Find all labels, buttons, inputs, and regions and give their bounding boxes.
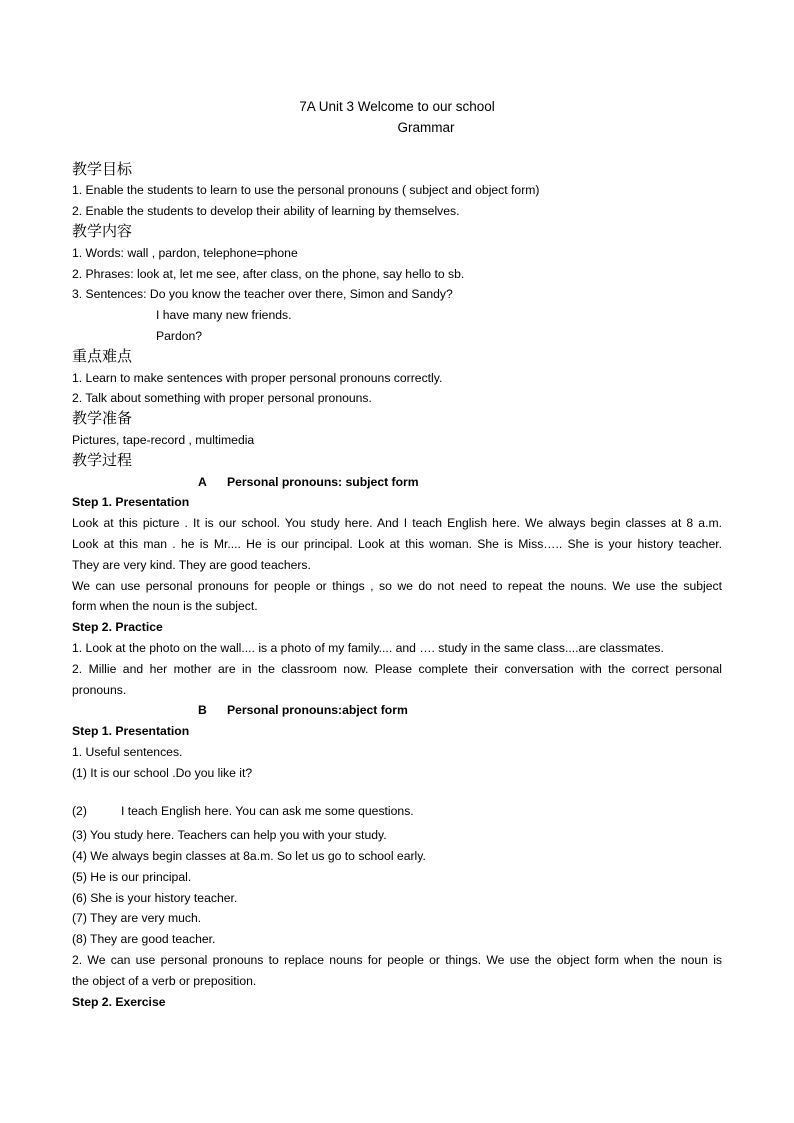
content-sentence-extra: I have many new friends.: [156, 308, 292, 322]
content-item: 1. Words: wall , pardon, telephone=phone: [72, 246, 298, 260]
example-sentence: (3) You study here. Teachers can help you with your study.: [72, 828, 387, 842]
paragraph-line: Look at this picture . It is our school. You study here. And I teach English here. We always begin classes at 8 a.m.: [72, 516, 722, 530]
content-heading: 教学内容: [72, 222, 133, 240]
preparation-text: Pictures, tape-record , multimedia: [72, 433, 255, 447]
example-sentence: (7) They are very much.: [72, 911, 202, 925]
section-b-step1-title: Step 1. Presentation: [72, 724, 190, 738]
content-item: 2. Phrases: look at, let me see, after class, on the phone, say hello to sb.: [72, 267, 465, 281]
document-subtitle: Grammar: [397, 120, 455, 135]
paragraph-line: pronouns.: [72, 683, 127, 697]
key-point-item: 2. Talk about something with proper personal pronouns.: [72, 391, 372, 405]
objectives-heading: 教学目标: [72, 160, 133, 178]
example-sentence: (8) They are good teacher.: [72, 932, 216, 946]
content-sentence-extra: Pardon?: [156, 329, 203, 343]
section-b-letter: B: [198, 703, 207, 717]
example-sentence: (5) He is our principal.: [72, 870, 192, 884]
key-point-item: 1. Learn to make sentences with proper personal pronouns correctly.: [72, 371, 443, 385]
section-a-step2-title: Step 2. Practice: [72, 620, 163, 634]
section-b-step2-title: Step 2. Exercise: [72, 995, 166, 1009]
section-b-title: Personal pronouns:abject form: [227, 703, 408, 717]
paragraph-line: Look at this man . he is Mr.... He is our principal. Look at this woman. She is Miss….. She is your history teacher.: [72, 537, 722, 551]
paragraph-line: 1. Look at the photo on the wall.... is a photo of my family.... and …. study in the same class....are classmates.: [72, 641, 664, 655]
paragraph-line: the object of a verb or preposition.: [72, 974, 257, 988]
objective-item: 1. Enable the students to learn to use the personal pronouns ( subject and object form): [72, 183, 540, 197]
process-heading: 教学过程: [72, 451, 133, 469]
section-a-step1-title: Step 1. Presentation: [72, 495, 190, 509]
example-sentence: (6) She is your history teacher.: [72, 891, 238, 905]
key-points-heading: 重点难点: [72, 347, 133, 365]
paragraph-line: 2. We can use personal pronouns to replace nouns for people or things. We use the object form when the noun is: [72, 953, 722, 967]
example-sentence-number: (2): [72, 804, 87, 818]
example-sentence: I teach English here. You can ask me some questions.: [121, 804, 414, 818]
paragraph-line: 2. Millie and her mother are in the classroom now. Please complete their conversation with the correct personal: [72, 662, 722, 676]
example-sentence: (1) It is our school .Do you like it?: [72, 766, 253, 780]
content-item: 3. Sentences: Do you know the teacher over there, Simon and Sandy?: [72, 287, 453, 301]
paragraph-line: They are very kind. They are good teachers.: [72, 558, 311, 572]
paragraph-line: We can use personal pronouns for people or things , so we do not need to repeat the nouns. We use the subject: [72, 579, 722, 593]
document-title: 7A Unit 3 Welcome to our school: [299, 99, 495, 114]
objective-item: 2. Enable the students to develop their ability of learning by themselves.: [72, 204, 460, 218]
useful-sentences-label: 1. Useful sentences.: [72, 745, 183, 759]
section-a-title: Personal pronouns: subject form: [227, 475, 419, 489]
example-sentence: (4) We always begin classes at 8a.m. So let us go to school early.: [72, 849, 426, 863]
section-a-letter: A: [198, 475, 207, 489]
paragraph-line: form when the noun is the subject.: [72, 599, 258, 613]
preparation-heading: 教学准备: [72, 409, 133, 427]
